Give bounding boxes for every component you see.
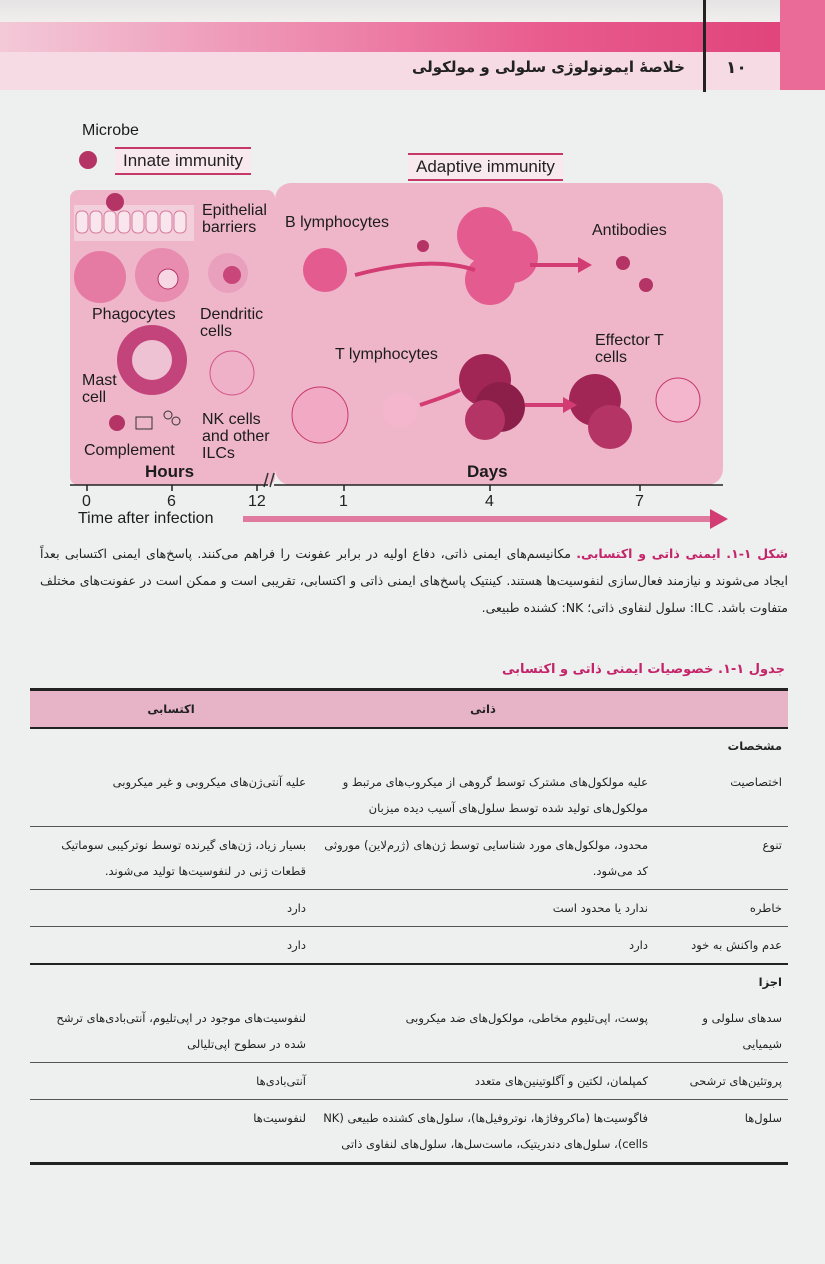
effector-t-cells-label: Effector T cells xyxy=(595,332,664,366)
header-separator xyxy=(703,0,706,92)
cell-innate: دارد xyxy=(312,927,654,965)
t-lymphocytes-label: T lymphocytes xyxy=(335,346,438,363)
row-label: سدهای سلولی و شیمیایی xyxy=(654,1000,788,1063)
cell-innate: علیه مولکول‌های مشترک توسط گروهی از میکروب‌های مرتبط و مولکول‌های تولید شده توسط سلول‌های آسیب دیده میزبان xyxy=(312,764,654,827)
row-label: سلول‌ها xyxy=(654,1100,788,1164)
tick-4: 4 xyxy=(485,493,494,510)
table-row xyxy=(30,827,788,890)
dendritic-cells-label: Dendritic cells xyxy=(200,306,264,340)
row-label: خاطره xyxy=(654,890,788,927)
header-adaptive: اکتسابی xyxy=(147,702,195,716)
row-label: اختصاصیت xyxy=(654,764,788,827)
table-row xyxy=(30,927,788,965)
header-pink-corner xyxy=(780,0,825,90)
mast-cell-label: Mast cell xyxy=(82,372,117,406)
cell-adaptive: لنفوسیت‌ها xyxy=(30,1100,312,1164)
cell-adaptive: آنتی‌بادی‌ها xyxy=(30,1063,312,1100)
page-number: ۱۰ xyxy=(726,58,747,78)
header-empty xyxy=(654,690,788,729)
tick-0: 0 xyxy=(82,493,91,510)
cell-adaptive: دارد xyxy=(30,890,312,927)
b-lymphocytes-label: B lymphocytes xyxy=(285,214,390,231)
nk-cell xyxy=(210,351,254,395)
row-label: عدم واکنش به خود xyxy=(654,927,788,965)
header-innate: ذاتی xyxy=(470,702,496,716)
top-strip xyxy=(0,0,825,22)
cell-adaptive: دارد xyxy=(30,927,312,965)
mast-cell xyxy=(117,325,187,395)
section-characteristics: مشخصات xyxy=(727,739,782,753)
nk-cells-label: NK cells and other ILCs xyxy=(202,411,270,462)
table-row xyxy=(30,1063,788,1100)
cell-innate: فاگوسیت‌ها (ماکروفاژها، نوتروفیل‌ها)، سلول‌های کشنده طبیعی (NK cells)، سلول‌های دندریتیک، ماست‌سل‌ها، سلول‌های لنفاوی ذاتی xyxy=(312,1100,654,1164)
dendritic-cell xyxy=(208,253,248,293)
microbe-label: Microbe xyxy=(82,122,139,139)
figure-caption xyxy=(40,540,788,621)
adaptive-immunity-title: Adaptive immunity xyxy=(408,153,563,181)
innate-immunity-title: Innate immunity xyxy=(115,147,251,175)
section-components: اجزا xyxy=(758,975,782,989)
cell-innate: پوست، اپی‌تلیوم مخاطی، مولکول‌های ضد میکروبی xyxy=(312,1000,654,1063)
comparison-table xyxy=(30,688,788,1165)
caption-body: مکانیسم‌های ایمنی ذاتی، دفاع اولیه در برابر عفونت را فراهم می‌کنند. پاسخ‌های ایمنی اکتسابی بعداً ایجاد می‌شوند و نیازمند فعال‌سازی لنفوسیت‌ها هستند. کینتیک پاسخ‌های ایمنی ذاتی و اکتسابی، تقریبی است و ممکن است در عفونت‌های مختلف متفاوت باشد. ILC: سلول لنفاوی ذاتی؛ NK: کشنده طبیعی. xyxy=(40,546,788,615)
complement-label: Complement xyxy=(84,442,175,459)
cell-innate: کمپلمان، لکتین و آگلوتینین‌های متعدد xyxy=(312,1063,654,1100)
tick-12: 12 xyxy=(248,493,266,510)
epithelial-barriers-label: Epithelial barriers xyxy=(202,202,267,236)
phagocytes-label: Phagocytes xyxy=(92,306,176,323)
days-label: Days xyxy=(467,462,508,481)
table-row xyxy=(30,1100,788,1164)
section-row xyxy=(30,964,788,1000)
cell-innate: ندارد یا محدود است xyxy=(312,890,654,927)
table-header-row xyxy=(30,690,788,729)
running-head-title: خلاصهٔ ایمونولوژی سلولی و مولکولی xyxy=(411,58,685,76)
section-row xyxy=(30,728,788,764)
cell-innate: محدود، مولکول‌های مورد شناسایی توسط ژن‌های (ژرم‌لاین) موروثی کد می‌شود. xyxy=(312,827,654,890)
epithelial-layer xyxy=(74,205,194,241)
row-label: تنوع xyxy=(654,827,788,890)
tick-1: 1 xyxy=(339,493,348,510)
immunity-figure xyxy=(70,115,740,535)
row-label: پروتئین‌های ترشحی xyxy=(654,1063,788,1100)
caption-lead: شکل ۱-۱. ایمنی ذاتی و اکتسابی. xyxy=(576,546,788,561)
time-axis-title: Time after infection xyxy=(78,510,214,527)
tick-6: 6 xyxy=(167,493,176,510)
table-row xyxy=(30,1000,788,1063)
header-pink-band xyxy=(0,22,780,52)
cell-adaptive: لنفوسیت‌های موجود در اپی‌تلیوم، آنتی‌بادی‌های ترشح شده در سطوح اپی‌تلیالی xyxy=(30,1000,312,1063)
antibodies-label: Antibodies xyxy=(592,222,667,239)
table-title: جدول ۱-۱. خصوصیات ایمنی ذاتی و اکتسابی xyxy=(502,662,785,677)
tick-7: 7 xyxy=(635,493,644,510)
cell-adaptive: علیه آنتی‌ژن‌های میکروبی و غیر میکروبی xyxy=(30,764,312,827)
hours-label: Hours xyxy=(145,462,195,481)
table-row xyxy=(30,764,788,827)
cell-adaptive: بسیار زیاد، ژن‌های گیرنده توسط نوترکیبی سوماتیک قطعات ژنی در لنفوسیت‌ها تولید می‌شوند. xyxy=(30,827,312,890)
table-row xyxy=(30,890,788,927)
